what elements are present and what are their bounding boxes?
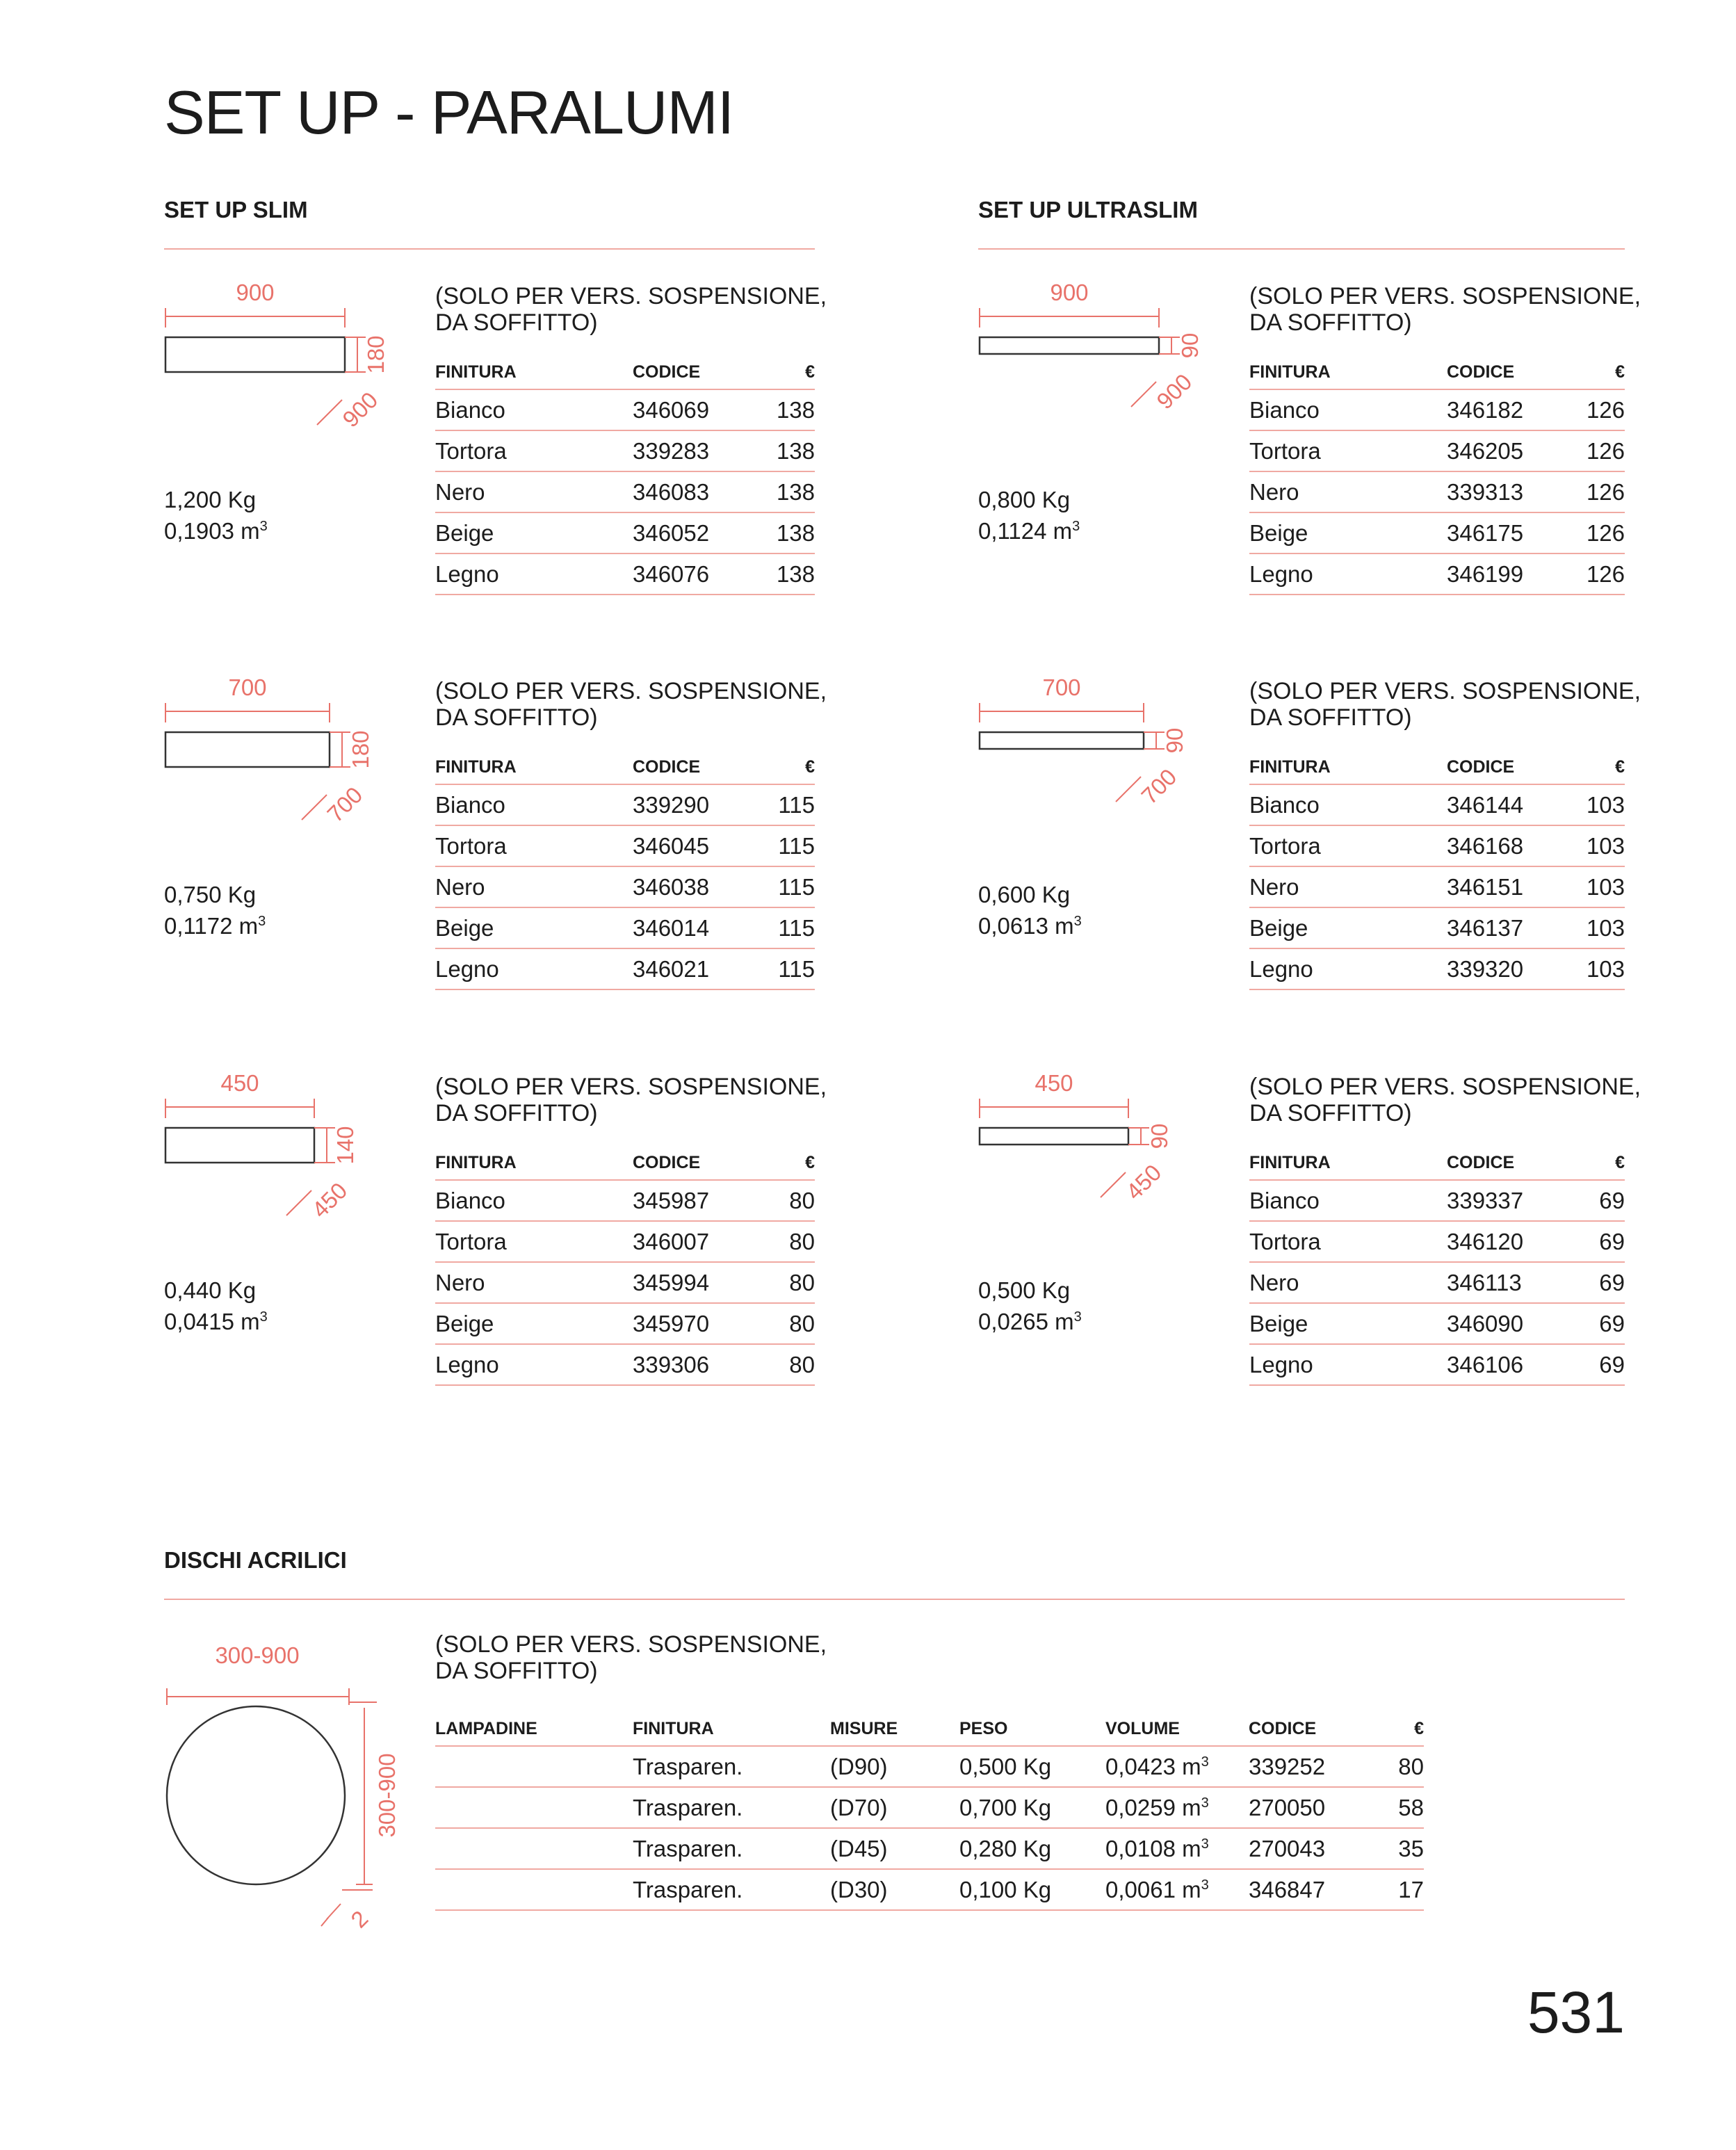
volume-value: 0,0061 m	[1105, 1876, 1201, 1902]
price-cell: 80	[769, 1180, 815, 1221]
misure-cell: (D70)	[830, 1787, 959, 1828]
volume-value: 0,0415 m	[164, 1309, 260, 1334]
codice-cell: 346120	[1447, 1221, 1583, 1262]
mounting-note-line: DA SOFFITTO)	[435, 704, 598, 731]
mounting-note-line: DA SOFFITTO)	[435, 309, 598, 336]
volume-cell	[1105, 1787, 1249, 1828]
mounting-note	[435, 1631, 827, 1684]
codice-cell: 345994	[633, 1262, 769, 1303]
codice-cell: 346144	[1447, 784, 1583, 825]
price-cell: 35	[1381, 1828, 1424, 1869]
page-title: SET UP - PARALUMI	[164, 78, 734, 147]
finitura-cell: Beige	[435, 512, 633, 553]
price-table	[435, 750, 815, 990]
mounting-note-line: (SOLO PER VERS. SOSPENSIONE,	[1249, 678, 1641, 704]
mounting-note-line: DA SOFFITTO)	[1249, 1100, 1412, 1126]
table-row	[435, 825, 815, 866]
price-cell: 103	[1583, 825, 1625, 866]
codice-cell: 339313	[1447, 471, 1583, 512]
codice-cell: 346137	[1447, 907, 1583, 948]
finitura-cell: Nero	[1249, 1262, 1447, 1303]
table-row	[435, 1746, 1424, 1787]
codice-cell: 346076	[633, 553, 769, 595]
dimension-diagram	[161, 1051, 425, 1232]
finitura-cell: Tortora	[1249, 430, 1447, 471]
column-header: €	[1583, 355, 1625, 389]
price-cell: 126	[1583, 553, 1625, 595]
finitura-cell: Legno	[435, 1344, 633, 1385]
volume-value: 0,0259 m	[1105, 1794, 1201, 1820]
finitura-cell: Trasparen.	[633, 1787, 830, 1828]
column-header: PESO	[959, 1712, 1105, 1746]
depth-label: 450	[307, 1177, 352, 1223]
volume-value: 0,0423 m	[1105, 1753, 1201, 1779]
finitura-cell: Legno	[1249, 948, 1447, 989]
finitura-cell: Tortora	[1249, 1221, 1447, 1262]
weight-volume	[164, 1277, 268, 1335]
width-label: 700	[1042, 674, 1081, 700]
table-row	[1249, 948, 1625, 989]
volume-unit-exponent: 3	[1073, 914, 1082, 929]
codice-cell: 339252	[1249, 1746, 1381, 1787]
mounting-note	[1249, 283, 1641, 336]
codice-cell: 339320	[1447, 948, 1583, 989]
column-header: FINITURA	[1249, 1146, 1447, 1180]
dimension-diagram	[975, 656, 1240, 836]
table-row	[435, 1303, 815, 1344]
table-row	[435, 1344, 815, 1385]
volume-unit-exponent: 3	[259, 1309, 268, 1325]
volume-unit-exponent: 3	[259, 519, 268, 534]
price-table	[435, 1146, 815, 1386]
price-cell: 69	[1583, 1344, 1625, 1385]
codice-cell: 345970	[633, 1303, 769, 1344]
volume-unit-exponent: 3	[1201, 1836, 1209, 1852]
column-header: FINITURA	[633, 1712, 830, 1746]
price-cell: 80	[1381, 1746, 1424, 1787]
mounting-note-line: (SOLO PER VERS. SOSPENSIONE,	[1249, 283, 1641, 309]
weight-volume	[978, 487, 1080, 544]
price-cell: 115	[769, 784, 815, 825]
volume-cell	[1105, 1746, 1249, 1787]
table-row	[1249, 1303, 1625, 1344]
width-label: 450	[1035, 1070, 1073, 1096]
table-row	[435, 1262, 815, 1303]
page-number: 531	[1527, 1980, 1625, 2045]
table-row	[435, 471, 815, 512]
table-row	[1249, 1180, 1625, 1221]
mounting-note-line: (SOLO PER VERS. SOSPENSIONE,	[435, 1074, 827, 1100]
finitura-cell: Legno	[435, 553, 633, 595]
column-header: €	[769, 750, 815, 784]
peso-cell: 0,100 Kg	[959, 1869, 1105, 1910]
mounting-note-line: (SOLO PER VERS. SOSPENSIONE,	[435, 1631, 827, 1658]
volume-cell	[1105, 1828, 1249, 1869]
price-cell: 115	[769, 907, 815, 948]
finitura-cell: Legno	[1249, 1344, 1447, 1385]
depth-label: 700	[1136, 763, 1182, 809]
price-cell: 69	[1583, 1221, 1625, 1262]
mounting-note-line: DA SOFFITTO)	[1249, 309, 1412, 336]
price-cell: 138	[769, 553, 815, 595]
codice-cell: 346052	[633, 512, 769, 553]
finitura-cell: Tortora	[435, 825, 633, 866]
finitura-cell: Tortora	[435, 430, 633, 471]
mounting-note	[1249, 678, 1641, 731]
codice-cell: 346205	[1447, 430, 1583, 471]
dimension-diagram	[161, 261, 425, 442]
price-cell: 115	[769, 948, 815, 989]
mounting-note	[435, 678, 827, 731]
volume-value: 0,0265 m	[978, 1309, 1074, 1334]
volume-cell	[1105, 1869, 1249, 1910]
price-cell: 138	[769, 389, 815, 430]
dimension-diagram	[975, 1051, 1240, 1232]
price-cell: 80	[769, 1262, 815, 1303]
price-cell: 126	[1583, 430, 1625, 471]
peso-cell: 0,280 Kg	[959, 1828, 1105, 1869]
table-row	[1249, 784, 1625, 825]
lampadine-cell	[435, 1787, 633, 1828]
weight-value: 0,500 Kg	[978, 1277, 1071, 1303]
price-table	[1249, 1146, 1625, 1386]
weight-volume	[164, 487, 268, 544]
finitura-cell: Beige	[1249, 907, 1447, 948]
shade-outline	[165, 732, 330, 767]
column-header: €	[769, 1146, 815, 1180]
mounting-note-line: DA SOFFITTO)	[435, 1658, 598, 1684]
disc-height-label: 300-900	[374, 1753, 400, 1838]
codice-cell: 339283	[633, 430, 769, 471]
table-row	[1249, 553, 1625, 595]
column-header: VOLUME	[1105, 1712, 1249, 1746]
finitura-cell: Bianco	[435, 1180, 633, 1221]
dimension-diagram	[161, 656, 425, 836]
price-cell: 115	[769, 825, 815, 866]
table-row	[435, 430, 815, 471]
weight-volume	[164, 882, 266, 939]
price-cell: 115	[769, 866, 815, 907]
table-row	[1249, 1262, 1625, 1303]
codice-cell: 346168	[1447, 825, 1583, 866]
table-row	[435, 948, 815, 989]
depth-label: 450	[1121, 1159, 1167, 1205]
finitura-cell: Nero	[1249, 866, 1447, 907]
weight-value: 1,200 Kg	[164, 487, 257, 512]
mounting-note	[435, 283, 827, 336]
table-header-row	[435, 750, 815, 784]
column-header: FINITURA	[1249, 355, 1447, 389]
column-header: €	[1583, 750, 1625, 784]
codice-cell: 346113	[1447, 1262, 1583, 1303]
codice-cell: 346007	[633, 1221, 769, 1262]
codice-cell: 346151	[1447, 866, 1583, 907]
finitura-cell: Bianco	[435, 784, 633, 825]
weight-value: 0,800 Kg	[978, 487, 1071, 512]
column-header: CODICE	[633, 355, 769, 389]
lampadine-cell	[435, 1828, 633, 1869]
disc-diagram	[153, 1641, 403, 1947]
column-header: CODICE	[1249, 1712, 1381, 1746]
mounting-note-line: DA SOFFITTO)	[1249, 704, 1412, 731]
table-header-row	[1249, 1146, 1625, 1180]
table-row	[435, 866, 815, 907]
table-row	[1249, 825, 1625, 866]
mounting-note-line: (SOLO PER VERS. SOSPENSIONE,	[435, 283, 827, 309]
price-table	[435, 355, 815, 595]
shade-outline	[165, 337, 345, 372]
weight-value: 0,600 Kg	[978, 882, 1071, 907]
table-row	[435, 1221, 815, 1262]
codice-cell: 346038	[633, 866, 769, 907]
volume-unit-exponent: 3	[1073, 1309, 1082, 1325]
column-header: MISURE	[830, 1712, 959, 1746]
codice-cell: 346847	[1249, 1869, 1381, 1910]
misure-cell: (D30)	[830, 1869, 959, 1910]
price-cell: 80	[769, 1221, 815, 1262]
table-row	[1249, 1221, 1625, 1262]
codice-cell: 346014	[633, 907, 769, 948]
volume-value: 0,1124 m	[978, 518, 1073, 544]
finitura-cell: Trasparen.	[633, 1828, 830, 1869]
column-header: FINITURA	[1249, 750, 1447, 784]
table-row	[1249, 512, 1625, 553]
table-row	[435, 553, 815, 595]
column-header: CODICE	[1447, 355, 1583, 389]
disc-thickness-label: 2	[346, 1905, 373, 1933]
dimension-diagram	[975, 261, 1240, 442]
table-row	[1249, 430, 1625, 471]
table-row	[435, 1787, 1424, 1828]
table-row	[435, 1180, 815, 1221]
table-row	[1249, 471, 1625, 512]
section-title-ultraslim: SET UP ULTRASLIM	[978, 197, 1198, 223]
section-divider	[164, 248, 815, 250]
price-cell: 138	[769, 471, 815, 512]
codice-cell: 339337	[1447, 1180, 1583, 1221]
width-label: 450	[220, 1070, 259, 1096]
peso-cell: 0,500 Kg	[959, 1746, 1105, 1787]
dischi-price-table	[435, 1712, 1424, 1911]
volume-line	[978, 513, 1080, 544]
column-header: CODICE	[1447, 1146, 1583, 1180]
finitura-cell: Beige	[1249, 512, 1447, 553]
height-label: 180	[363, 335, 389, 374]
price-cell: 17	[1381, 1869, 1424, 1910]
shade-outline	[165, 1128, 314, 1163]
price-cell: 69	[1583, 1303, 1625, 1344]
finitura-cell: Bianco	[1249, 1180, 1447, 1221]
volume-value: 0,1172 m	[164, 913, 259, 939]
finitura-cell: Trasparen.	[633, 1869, 830, 1910]
volume-unit-exponent: 3	[1201, 1795, 1209, 1811]
mounting-note-line: DA SOFFITTO)	[435, 1100, 598, 1126]
codice-cell: 339306	[633, 1344, 769, 1385]
table-row	[435, 907, 815, 948]
height-label: 180	[348, 730, 373, 769]
price-cell: 126	[1583, 389, 1625, 430]
mounting-note	[1249, 1074, 1641, 1126]
price-cell: 58	[1381, 1787, 1424, 1828]
table-header-row	[1249, 355, 1625, 389]
price-cell: 103	[1583, 784, 1625, 825]
codice-cell: 346045	[633, 825, 769, 866]
codice-cell: 346199	[1447, 553, 1583, 595]
finitura-cell: Nero	[435, 866, 633, 907]
volume-line	[164, 1304, 268, 1335]
width-label: 700	[228, 674, 267, 700]
price-cell: 69	[1583, 1262, 1625, 1303]
codice-cell: 346083	[633, 471, 769, 512]
finitura-cell: Beige	[1249, 1303, 1447, 1344]
column-header: FINITURA	[435, 750, 633, 784]
price-cell: 103	[1583, 948, 1625, 989]
table-row	[435, 784, 815, 825]
width-label: 900	[1050, 280, 1089, 305]
volume-value: 0,0108 m	[1105, 1835, 1201, 1861]
codice-cell: 346090	[1447, 1303, 1583, 1344]
lampadine-cell	[435, 1746, 633, 1787]
mounting-note	[435, 1074, 827, 1126]
shade-outline	[980, 1128, 1128, 1145]
depth-label: 900	[337, 387, 383, 433]
price-cell: 138	[769, 512, 815, 553]
depth-label: 900	[1151, 369, 1197, 414]
column-header: CODICE	[633, 1146, 769, 1180]
weight-value: 0,750 Kg	[164, 882, 257, 907]
finitura-cell: Nero	[435, 1262, 633, 1303]
weight-value: 0,440 Kg	[164, 1277, 257, 1303]
codice-cell: 345987	[633, 1180, 769, 1221]
disc-diameter-label: 300-900	[215, 1642, 300, 1668]
finitura-cell: Legno	[435, 948, 633, 989]
misure-cell: (D90)	[830, 1746, 959, 1787]
volume-unit-exponent: 3	[1201, 1877, 1209, 1893]
lampadine-cell	[435, 1869, 633, 1910]
codice-cell: 346106	[1447, 1344, 1583, 1385]
height-label: 90	[1177, 332, 1203, 359]
column-header: €	[1583, 1146, 1625, 1180]
volume-line	[978, 1304, 1082, 1335]
column-header: CODICE	[1447, 750, 1583, 784]
table-row	[1249, 1344, 1625, 1385]
volume-unit-exponent: 3	[1072, 519, 1080, 534]
section-title-dischi: DISCHI ACRILICI	[164, 1547, 347, 1573]
depth-label: 700	[322, 782, 368, 827]
finitura-cell: Beige	[435, 1303, 633, 1344]
volume-unit-exponent: 3	[1201, 1754, 1209, 1770]
codice-cell: 346069	[633, 389, 769, 430]
column-header: FINITURA	[435, 355, 633, 389]
price-cell: 103	[1583, 907, 1625, 948]
shade-outline	[980, 337, 1159, 354]
finitura-cell: Bianco	[1249, 784, 1447, 825]
price-cell: 138	[769, 430, 815, 471]
table-header-row	[1249, 750, 1625, 784]
table-row	[435, 389, 815, 430]
codice-cell: 339290	[633, 784, 769, 825]
codice-cell: 270050	[1249, 1787, 1381, 1828]
height-label: 90	[1162, 727, 1187, 754]
finitura-cell: Trasparen.	[633, 1746, 830, 1787]
price-cell: 80	[769, 1303, 815, 1344]
column-header: CODICE	[633, 750, 769, 784]
volume-line	[164, 908, 266, 939]
weight-volume	[978, 882, 1082, 939]
volume-unit-exponent: 3	[258, 914, 266, 929]
codice-cell: 346182	[1447, 389, 1583, 430]
column-header: €	[769, 355, 815, 389]
codice-cell: 270043	[1249, 1828, 1381, 1869]
codice-cell: 346175	[1447, 512, 1583, 553]
volume-value: 0,1903 m	[164, 518, 260, 544]
finitura-cell: Nero	[435, 471, 633, 512]
section-title-slim: SET UP SLIM	[164, 197, 308, 223]
price-cell: 80	[769, 1344, 815, 1385]
peso-cell: 0,700 Kg	[959, 1787, 1105, 1828]
weight-volume	[978, 1277, 1082, 1335]
disc-outline	[167, 1706, 345, 1884]
height-label: 140	[332, 1126, 358, 1165]
price-table	[1249, 750, 1625, 990]
volume-line	[164, 513, 268, 544]
price-cell: 69	[1583, 1180, 1625, 1221]
mounting-note-line: (SOLO PER VERS. SOSPENSIONE,	[1249, 1074, 1641, 1100]
mounting-note-line: (SOLO PER VERS. SOSPENSIONE,	[435, 678, 827, 704]
table-row	[435, 512, 815, 553]
shade-outline	[980, 732, 1144, 749]
price-cell: 126	[1583, 512, 1625, 553]
finitura-cell: Legno	[1249, 553, 1447, 595]
finitura-cell: Beige	[435, 907, 633, 948]
price-table	[1249, 355, 1625, 595]
misure-cell: (D45)	[830, 1828, 959, 1869]
height-label: 90	[1146, 1123, 1172, 1149]
column-header: FINITURA	[435, 1146, 633, 1180]
price-cell: 103	[1583, 866, 1625, 907]
section-divider	[164, 1599, 1625, 1600]
volume-line	[978, 908, 1082, 939]
table-header-row	[435, 1712, 1424, 1746]
table-row	[435, 1869, 1424, 1910]
finitura-cell: Bianco	[435, 389, 633, 430]
finitura-cell: Nero	[1249, 471, 1447, 512]
finitura-cell: Tortora	[435, 1221, 633, 1262]
column-header: €	[1381, 1712, 1424, 1746]
table-row	[435, 1828, 1424, 1869]
codice-cell: 346021	[633, 948, 769, 989]
column-header: LAMPADINE	[435, 1712, 633, 1746]
table-row	[1249, 907, 1625, 948]
finitura-cell: Tortora	[1249, 825, 1447, 866]
table-header-row	[435, 1146, 815, 1180]
volume-value: 0,0613 m	[978, 913, 1074, 939]
finitura-cell: Bianco	[1249, 389, 1447, 430]
width-label: 900	[236, 280, 275, 305]
table-row	[1249, 389, 1625, 430]
section-divider	[978, 248, 1625, 250]
table-header-row	[435, 355, 815, 389]
table-row	[1249, 866, 1625, 907]
price-cell: 126	[1583, 471, 1625, 512]
